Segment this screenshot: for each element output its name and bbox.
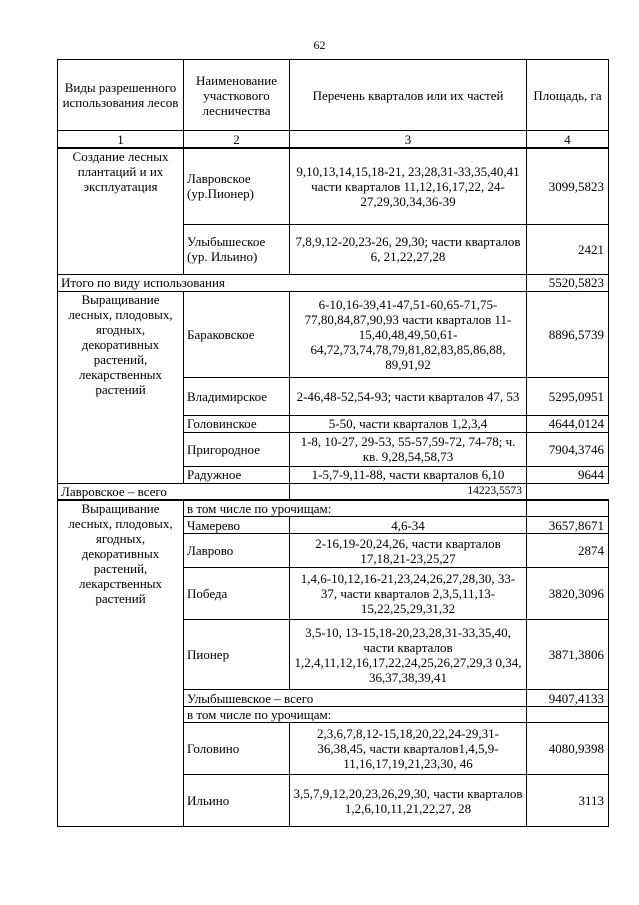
area-cell: 3871,3806: [527, 620, 609, 690]
area-cell: 4644,0124: [527, 415, 609, 432]
quarters-cell: 9,10,13,14,15,18-21, 23,28,31-33,35,40,41 части кварталов 11,12,16,17,22, 24-27,29,30,34,36-39: [290, 148, 527, 224]
area-cell: 9644: [527, 466, 609, 483]
forestry-cell: Радужное: [184, 466, 290, 483]
area-cell: 7904,3746: [527, 432, 609, 466]
table-row: [58, 291, 609, 377]
quarters-cell: 2-46,48-52,54-93; части кварталов 47, 53: [290, 377, 527, 415]
header-area: Площадь, га: [527, 60, 609, 131]
subtotal-area: 14223,5573: [290, 483, 527, 500]
area-cell: 3820,3096: [527, 568, 609, 620]
header-forestry: Наименование участкового лесничества: [184, 60, 290, 131]
column-number: 4: [527, 131, 609, 149]
forestry-cell: Лаврово: [184, 534, 290, 568]
forestry-cell: Победа: [184, 568, 290, 620]
column-number: 3: [290, 131, 527, 149]
total-label: Итого по виду использования: [58, 274, 527, 291]
quarters-cell: 2-16,19-20,24,26, части кварталов 17,18,21-23,25,27: [290, 534, 527, 568]
column-number-row: [58, 131, 609, 149]
empty-cell: [527, 707, 609, 723]
quarters-cell: 3,5,7,9,12,20,23,26,29,30, части кварталов 1,2,6,10,11,21,22,27, 28: [290, 775, 527, 827]
header-use-type: Виды разрешенного использования лесов: [58, 60, 184, 131]
subtotal-label: Лавровское – всего: [58, 483, 290, 500]
subheader-row: [58, 500, 609, 517]
total-area: 5520,5823: [527, 274, 609, 291]
area-cell: 4080,9398: [527, 723, 609, 775]
header-row: [58, 60, 609, 131]
forest-use-table: [57, 59, 609, 827]
area-cell: 3113: [527, 775, 609, 827]
column-number: 1: [58, 131, 184, 149]
area-cell: 8896,5739: [527, 291, 609, 377]
quarters-cell: 6-10,16-39,41-47,51-60,65-71,75-77,80,84,87,90,93 части кварталов 11-15,40,48,49,50,61-64,72,73,74,78,79,81,82,83,85,86,88, 89,91,92: [290, 291, 527, 377]
quarters-cell: 4,6-34: [290, 517, 527, 534]
forestry-cell: Пионер: [184, 620, 290, 690]
page-number: 62: [313, 38, 326, 52]
column-number: 2: [184, 131, 290, 149]
quarters-cell: 1-5,7-9,11-88, части кварталов 6,10: [290, 466, 527, 483]
forestry-cell: Головинское: [184, 415, 290, 432]
forestry-cell: Бараковское: [184, 291, 290, 377]
area-cell: 5295,0951: [527, 377, 609, 415]
forestry-cell: Чамерево: [184, 517, 290, 534]
forestry-cell: Пригородное: [184, 432, 290, 466]
area-cell: 2421: [527, 224, 609, 274]
quarters-cell: 1-8, 10-27, 29-53, 55-57,59-72, 74-78; ч. кв. 9,28,54,58,73: [290, 432, 527, 466]
subheader-label: в том числе по урочищам:: [184, 707, 527, 723]
subtotal-row: [58, 483, 609, 500]
area-cell: 3099,5823: [527, 148, 609, 224]
total-row: [58, 274, 609, 291]
area-cell: 2874: [527, 534, 609, 568]
quarters-cell: 1,4,6-10,12,16-21,23,24,26,27,28,30, 33-37, части кварталов 2,3,5,11,13-15,22,25,29,31,32: [290, 568, 527, 620]
empty-cell: [527, 500, 609, 517]
quarters-cell: 2,3,6,7,8,12-15,18,20,22,24-29,31-36,38,45, части кварталов1,4,5,9-11,16,17,19,21,23,30, 46: [290, 723, 527, 775]
subtotal-label: Улыбышевское – всего: [184, 690, 527, 707]
forestry-cell: Улыбышеское (ур. Ильино): [184, 224, 290, 274]
quarters-cell: 3,5-10, 13-15,18-20,23,28,31-33,35,40, части кварталов 1,2,4,11,12,16,17,22,24,25,26,27,29,3 0,34, 36,37,38,39,41: [290, 620, 527, 690]
table-row: [58, 148, 609, 224]
use-type-cell: Выращивание лесных, плодовых, ягодных, декоративных растений, лекарственных растений: [58, 500, 184, 827]
forestry-cell: Лавровское (ур.Пионер): [184, 148, 290, 224]
forestry-cell: Ильино: [184, 775, 290, 827]
quarters-cell: 5-50, части кварталов 1,2,3,4: [290, 415, 527, 432]
use-type-cell: Выращивание лесных, плодовых, ягодных, декоративных растений, лекарственных растений: [58, 291, 184, 483]
use-type-cell: Создание лесных плантаций и их эксплуатация: [58, 148, 184, 274]
quarters-cell: 7,8,9,12-20,23-26, 29,30; части кварталов 6, 21,22,27,28: [290, 224, 527, 274]
header-quarters: Перечень кварталов или их частей: [290, 60, 527, 131]
area-cell: 3657,8671: [527, 517, 609, 534]
subheader-label: в том числе по урочищам:: [184, 500, 527, 517]
forestry-cell: Головино: [184, 723, 290, 775]
forestry-cell: Владимирское: [184, 377, 290, 415]
subtotal-area: 9407,4133: [527, 690, 609, 707]
